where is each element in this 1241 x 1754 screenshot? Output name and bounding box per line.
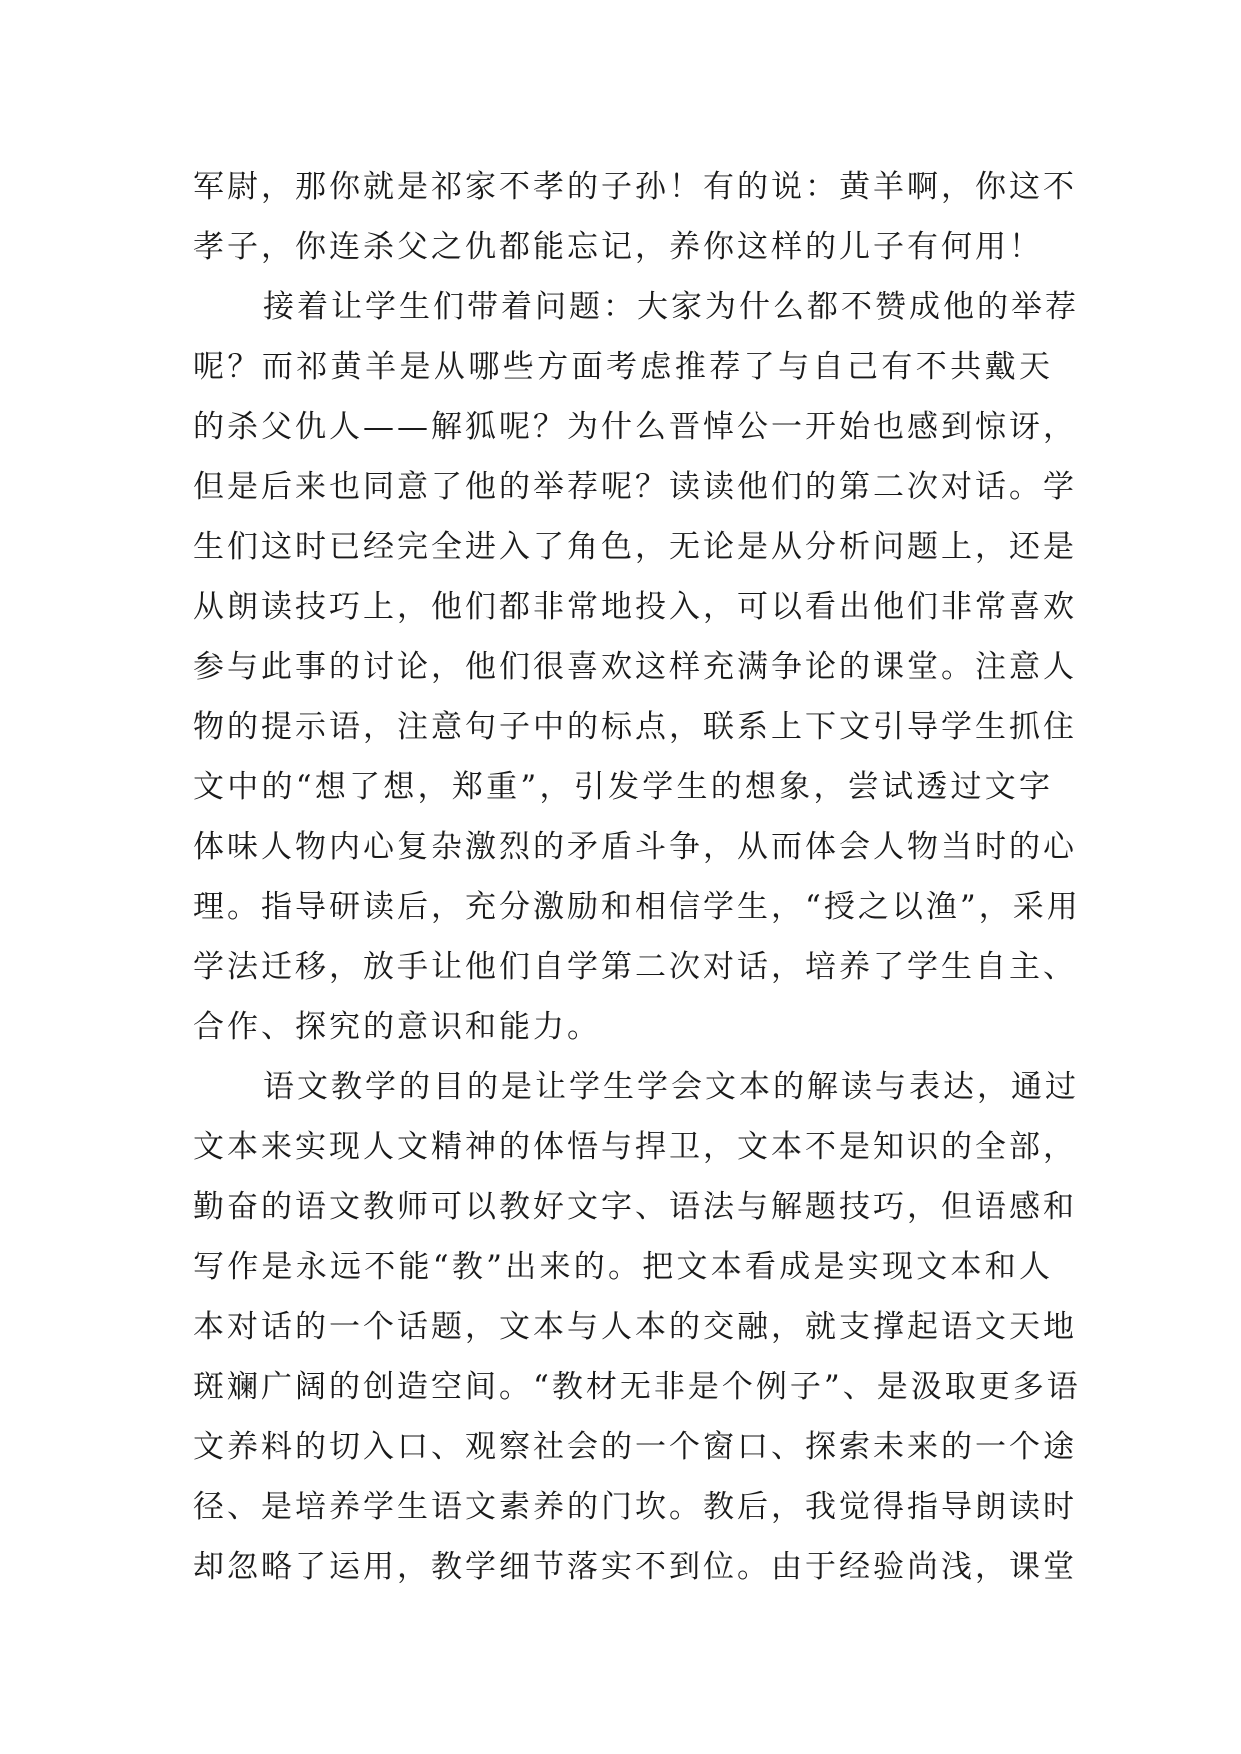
text-line: 本对话的一个话题，文本与人本的交融，就支撑起语文天地 [193, 1309, 1077, 1345]
text-line: 勤奋的语文教师可以教好文字、语法与解题技巧，但语感和 [193, 1189, 1077, 1225]
text-line: 写作是永远不能“教”出来的。把文本看成是实现文本和人 [193, 1249, 1053, 1285]
text-line: 生们这时已经完全进入了角色，无论是从分析问题上，还是 [193, 529, 1077, 565]
text-line: 参与此事的讨论，他们很喜欢这样充满争论的课堂。注意人 [193, 649, 1077, 685]
text-line: 体味人物内心复杂激烈的矛盾斗争，从而体会人物当时的心 [193, 829, 1077, 865]
text-line: 的杀父仇人——解狐呢？为什么晋悼公一开始也感到惊讶， [193, 409, 1077, 445]
text-line: 文本来实现人文精神的体悟与捍卫，文本不是知识的全部， [193, 1129, 1077, 1165]
text-line: 学法迁移，放手让他们自学第二次对话，培养了学生自主、 [193, 949, 1077, 985]
text-line: 接着让学生们带着问题：大家为什么都不赞成他的举荐 [263, 289, 1079, 325]
text-line: 呢？而祁黄羊是从哪些方面考虑推荐了与自己有不共戴天 [193, 349, 1053, 385]
text-line: 但是后来也同意了他的举荐呢？读读他们的第二次对话。学 [193, 469, 1077, 505]
text-line: 斑斓广阔的创造空间。“教材无非是个例子”、是汲取更多语 [193, 1369, 1081, 1405]
text-line: 语文教学的目的是让学生学会文本的解读与表达，通过 [263, 1069, 1079, 1105]
text-line: 文养料的切入口、观察社会的一个窗口、探索未来的一个途 [193, 1429, 1077, 1465]
text-line: 从朗读技巧上，他们都非常地投入，可以看出他们非常喜欢 [193, 589, 1077, 625]
text-line: 孝子，你连杀父之仇都能忘记，养你这样的儿子有何用！ [193, 229, 1043, 265]
text-line: 文中的“想了想，郑重”，引发学生的想象，尝试透过文字 [193, 769, 1053, 805]
text-line: 却忽略了运用，教学细节落实不到位。由于经验尚浅，课堂 [193, 1549, 1077, 1585]
text-line: 物的提示语，注意句子中的标点，联系上下文引导学生抓住 [193, 709, 1077, 745]
text-line: 径、是培养学生语文素养的门坎。教后，我觉得指导朗读时 [193, 1489, 1077, 1525]
text-line: 军尉，那你就是祁家不孝的子孙！有的说：黄羊啊，你这不 [193, 169, 1077, 205]
text-line: 合作、探究的意识和能力。 [193, 1009, 601, 1045]
body-text [193, 157, 1081, 1597]
text-line: 理。指导研读后，充分激励和相信学生，“授之以渔”，采用 [193, 889, 1081, 925]
